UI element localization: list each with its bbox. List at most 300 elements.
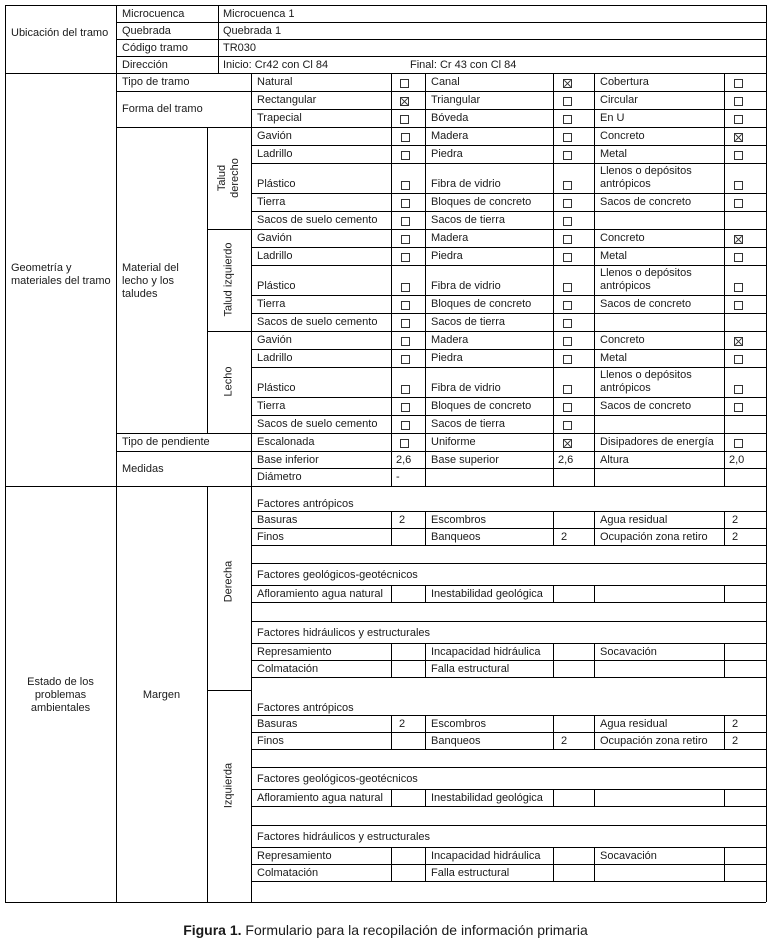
material-option-checkbox[interactable] — [734, 355, 743, 364]
tipo-tramo-option-label: Cobertura — [600, 76, 649, 88]
rule-h — [251, 247, 766, 248]
rule-v — [553, 585, 554, 602]
factor-label: Colmatación — [257, 867, 319, 879]
material-option-checkbox[interactable] — [734, 151, 743, 160]
rule-h — [207, 229, 766, 230]
factor-label: Banqueos — [431, 531, 481, 543]
material-option-label: Sacos de tierra — [431, 214, 505, 226]
material-option-label: Bloques de concreto — [431, 196, 532, 208]
material-option-label: Sacos de suelo cemento — [257, 214, 378, 226]
rule-v — [594, 660, 595, 677]
material-option-checkbox[interactable] — [401, 301, 410, 310]
rule-v — [594, 715, 595, 732]
factor-group-title: Factores hidráulicos y estructurales — [257, 831, 431, 843]
medida-value: - — [396, 471, 400, 483]
rule-v — [425, 528, 426, 545]
material-option-label: Bloques de concreto — [431, 400, 532, 412]
medida-value: 2,6 — [558, 454, 574, 466]
rule-v — [724, 73, 725, 486]
material-option-checkbox[interactable] — [401, 217, 410, 226]
factor-group-title: Factores hidráulicos y estructurales — [257, 627, 431, 639]
rule-v — [724, 732, 725, 749]
forma-tramo-option-label: En U — [600, 112, 625, 124]
field-value-final: Final: Cr 43 con Cl 84 — [410, 59, 517, 71]
tipo-tramo-label: Tipo de tramo — [122, 76, 190, 88]
material-option-label: Sacos de concreto — [600, 196, 692, 208]
factor-label: Socavación — [600, 850, 657, 862]
medida-label: Base inferior — [257, 454, 319, 466]
rule-h — [5, 73, 766, 74]
rule-v — [391, 660, 392, 677]
material-option-checkbox[interactable] — [734, 301, 743, 310]
rule-v — [251, 486, 252, 902]
material-option-label: Fibra de vidrio — [431, 280, 501, 292]
material-option-checkbox[interactable] — [563, 385, 572, 394]
rule-v — [766, 5, 767, 902]
rule-h — [116, 22, 766, 23]
material-option-checkbox[interactable] — [401, 403, 410, 412]
forma-tramo-option-checkbox[interactable] — [563, 97, 572, 106]
rule-v — [594, 511, 595, 528]
material-option-checkbox[interactable] — [734, 403, 743, 412]
material-option-checkbox[interactable] — [401, 151, 410, 160]
rule-h — [116, 451, 766, 452]
rule-v — [425, 847, 426, 864]
material-option-checkbox[interactable] — [563, 235, 572, 244]
section-label-estado: Estado de los problemas ambientales — [27, 676, 94, 714]
rule-h — [251, 163, 766, 164]
field-label: Microcuenca — [122, 8, 185, 20]
rule-h — [116, 56, 766, 57]
factor-label: Basuras — [257, 718, 298, 730]
group-label-lecho — [223, 332, 236, 432]
rule-v — [724, 715, 725, 732]
rule-h — [251, 367, 766, 368]
forma-tramo-option-label: Rectangular — [257, 94, 317, 106]
factor-group-title: Factores antrópicos — [257, 498, 354, 510]
forma-tramo-option-label: Trapecial — [257, 112, 302, 124]
rule-v — [594, 847, 595, 864]
field-label: Quebrada — [122, 25, 171, 37]
material-option-checkbox[interactable] — [401, 319, 410, 328]
material-option-label: Metal — [600, 352, 627, 364]
material-option-label: Piedra — [431, 148, 463, 160]
factor-value: 2 — [732, 735, 739, 747]
factor-label: Represamiento — [257, 646, 332, 658]
material-option-label: Metal — [600, 148, 627, 160]
rule-h — [251, 732, 766, 733]
rule-h — [251, 621, 766, 622]
rule-h — [251, 677, 766, 678]
material-option-label: Tierra — [257, 196, 286, 208]
material-option-label: Madera — [431, 130, 469, 142]
medida-label: Altura — [600, 454, 629, 466]
rule-v — [425, 715, 426, 732]
rule-v — [724, 660, 725, 677]
factor-label: Finos — [257, 735, 284, 747]
rule-v — [594, 789, 595, 806]
rule-v — [553, 73, 554, 486]
rule-v — [553, 732, 554, 749]
rule-v — [116, 5, 117, 902]
rule-h — [251, 109, 766, 110]
material-option-checkbox[interactable] — [563, 337, 572, 346]
material-option-checkbox[interactable] — [563, 199, 572, 208]
rule-v — [207, 486, 208, 902]
factor-label: Colmatación — [257, 663, 319, 675]
rule-v — [553, 528, 554, 545]
pendiente-option-label: Escalonada — [257, 436, 315, 448]
side-label-izquierda — [223, 726, 236, 846]
material-option-checkbox[interactable] — [401, 337, 410, 346]
pendiente-option-checkbox[interactable] — [400, 439, 409, 448]
factor-group-title: Factores antrópicos — [257, 702, 354, 714]
rule-v — [594, 864, 595, 881]
material-option-label: Llenos o depósitos antrópicos — [600, 267, 692, 292]
rule-v — [553, 511, 554, 528]
field-label: Código tramo — [122, 42, 189, 54]
factor-label: Agua residual — [600, 514, 668, 526]
forma-tramo-option-checkbox[interactable] — [563, 115, 572, 124]
tipo-tramo-option-checkbox[interactable] — [563, 79, 572, 88]
rule-h — [251, 749, 766, 750]
section-label-geometria: Geometría y materiales del tramo — [11, 262, 111, 287]
material-option-label: Bloques de concreto — [431, 298, 532, 310]
rule-v — [724, 511, 725, 528]
medida-label: Diámetro — [257, 471, 302, 483]
rule-v — [207, 127, 208, 433]
rule-v — [553, 660, 554, 677]
material-option-label: Concreto — [600, 130, 645, 142]
rule-h — [251, 864, 766, 865]
factor-label: Incapacidad hidráulica — [431, 850, 541, 862]
factor-group-title: Factores geológicos-geotécnicos — [257, 569, 418, 581]
rule-h — [251, 602, 766, 603]
rule-v — [5, 5, 6, 902]
caption-prefix: Figura 1. — [183, 922, 242, 938]
group-label-talud-derecho-line2: derecho — [229, 158, 241, 198]
group-label-talud-derecho — [216, 128, 242, 228]
rule-h — [251, 643, 766, 644]
rule-h — [251, 211, 766, 212]
group-label-talud-izquierdo-line1: Talud izquierdo — [222, 242, 235, 317]
rule-v — [391, 715, 392, 732]
rule-v — [391, 864, 392, 881]
rule-h — [251, 145, 766, 146]
material-option-checkbox[interactable] — [563, 253, 572, 262]
material-option-checkbox[interactable] — [563, 421, 572, 430]
material-option-checkbox[interactable] — [401, 355, 410, 364]
section-label-ubicacion: Ubicación del tramo — [11, 27, 109, 39]
forma-tramo-option-checkbox[interactable] — [400, 97, 409, 106]
tipo-tramo-option-checkbox[interactable] — [400, 79, 409, 88]
factor-label: Represamiento — [257, 850, 332, 862]
group-label-talud-derecho-line1: Talud — [216, 164, 228, 192]
rule-h — [5, 5, 766, 6]
material-option-checkbox[interactable] — [401, 283, 410, 292]
group-label-lecho-line1: Lecho — [222, 366, 235, 397]
material-option-label: Gavión — [257, 130, 292, 142]
rule-v — [391, 511, 392, 528]
rule-v — [391, 585, 392, 602]
factor-value: 2 — [399, 718, 406, 730]
rule-v — [594, 585, 595, 602]
group-label-talud-izquierdo — [223, 230, 236, 330]
medidas-label: Medidas — [122, 463, 164, 475]
material-option-label: Concreto — [600, 334, 645, 346]
rule-v — [724, 789, 725, 806]
material-option-checkbox[interactable] — [563, 151, 572, 160]
factor-label: Inestabilidad geológica — [431, 588, 543, 600]
material-option-checkbox[interactable] — [563, 403, 572, 412]
material-option-checkbox[interactable] — [563, 319, 572, 328]
rule-h — [251, 825, 766, 826]
material-option-label: Piedra — [431, 352, 463, 364]
margen-label: Margen — [142, 689, 181, 701]
material-option-label: Tierra — [257, 298, 286, 310]
rule-h — [251, 563, 766, 564]
medida-value: 2,6 — [396, 454, 412, 466]
field-value: Quebrada 1 — [223, 25, 282, 37]
material-option-checkbox[interactable] — [401, 253, 410, 262]
factor-value: 2 — [732, 531, 739, 543]
rule-v — [553, 789, 554, 806]
rule-h — [251, 295, 766, 296]
material-option-checkbox[interactable] — [734, 337, 743, 346]
material-option-label: Sacos de concreto — [600, 400, 692, 412]
pendiente-option-label: Uniforme — [431, 436, 476, 448]
material-option-label: Ladrillo — [257, 352, 293, 364]
material-option-checkbox[interactable] — [734, 283, 743, 292]
tipo-tramo-option-label: Canal — [431, 76, 460, 88]
forma-tramo-label: Forma del tramo — [122, 103, 203, 115]
material-option-label: Madera — [431, 334, 469, 346]
material-option-checkbox[interactable] — [563, 301, 572, 310]
rule-v — [724, 528, 725, 545]
rule-v — [724, 643, 725, 660]
factor-label: Basuras — [257, 514, 298, 526]
side-label-derecha-line1: Derecha — [222, 560, 235, 603]
pendiente-option-checkbox[interactable] — [563, 439, 572, 448]
material-option-label: Tierra — [257, 400, 286, 412]
rule-h — [251, 511, 766, 512]
rule-v — [391, 528, 392, 545]
factor-label: Incapacidad hidráulica — [431, 646, 541, 658]
material-option-checkbox[interactable] — [563, 355, 572, 364]
rule-h — [116, 91, 766, 92]
material-option-checkbox[interactable] — [563, 181, 572, 190]
factor-label: Afloramiento agua natural — [257, 588, 383, 600]
material-option-checkbox[interactable] — [563, 217, 572, 226]
material-option-label: Sacos de suelo cemento — [257, 316, 378, 328]
rule-h — [5, 902, 766, 903]
side-label-izquierda-line1: Izquierda — [222, 762, 235, 809]
material-option-label: Ladrillo — [257, 148, 293, 160]
rule-v — [391, 73, 392, 486]
forma-tramo-option-checkbox[interactable] — [734, 115, 743, 124]
rule-h — [251, 415, 766, 416]
rule-h — [116, 433, 251, 434]
material-option-label: Piedra — [431, 250, 463, 262]
material-option-label: Plástico — [257, 280, 296, 292]
material-option-checkbox[interactable] — [401, 385, 410, 394]
rule-h — [251, 789, 766, 790]
factor-label: Ocupación zona retiro — [600, 531, 708, 543]
material-option-checkbox[interactable] — [734, 181, 743, 190]
factor-value: 2 — [732, 514, 739, 526]
forma-tramo-option-checkbox[interactable] — [400, 115, 409, 124]
factor-label: Ocupación zona retiro — [600, 735, 708, 747]
rule-v — [425, 789, 426, 806]
factor-label: Socavación — [600, 646, 657, 658]
material-option-checkbox[interactable] — [563, 133, 572, 142]
field-value: TR030 — [223, 42, 257, 54]
rule-h — [251, 349, 766, 350]
forma-tramo-option-label: Circular — [600, 94, 638, 106]
material-option-label: Fibra de vidrio — [431, 382, 501, 394]
rule-v — [218, 5, 219, 73]
rule-v — [391, 643, 392, 660]
rule-v — [425, 864, 426, 881]
factor-label: Escombros — [431, 718, 487, 730]
material-option-label: Gavión — [257, 232, 292, 244]
rule-v — [425, 732, 426, 749]
factor-value: 2 — [561, 531, 568, 543]
material-option-label: Fibra de vidrio — [431, 178, 501, 190]
rule-v — [594, 643, 595, 660]
rule-v — [425, 585, 426, 602]
rule-h — [251, 806, 766, 807]
rule-v — [594, 732, 595, 749]
rule-v — [553, 715, 554, 732]
material-label: Material del lecho y los taludes — [122, 262, 179, 300]
medida-label: Base superior — [431, 454, 499, 466]
rule-v — [553, 864, 554, 881]
forma-tramo-option-label: Triangular — [431, 94, 481, 106]
rule-v — [724, 847, 725, 864]
rule-v — [553, 643, 554, 660]
rule-v — [724, 864, 725, 881]
factor-group-title: Factores geológicos-geotécnicos — [257, 773, 418, 785]
factor-value: 2 — [399, 514, 406, 526]
rule-h — [251, 585, 766, 586]
factor-label: Agua residual — [600, 718, 668, 730]
factor-label: Finos — [257, 531, 284, 543]
field-value: Inicio: Cr42 con Cl 84 — [223, 59, 329, 71]
rule-h — [207, 331, 766, 332]
factor-value: 2 — [732, 718, 739, 730]
rule-h — [251, 313, 766, 314]
material-option-label: Llenos o depósitos antrópicos — [600, 369, 692, 394]
forma-tramo-option-label: Bóveda — [431, 112, 469, 124]
material-option-label: Sacos de suelo cemento — [257, 418, 378, 430]
rule-v — [724, 585, 725, 602]
pendiente-option-checkbox[interactable] — [734, 439, 743, 448]
material-option-checkbox[interactable] — [401, 235, 410, 244]
rule-h — [251, 767, 766, 768]
factor-label: Falla estructural — [431, 867, 510, 879]
side-label-derecha — [223, 522, 236, 642]
material-option-checkbox[interactable] — [734, 385, 743, 394]
rule-v — [425, 73, 426, 486]
material-option-checkbox[interactable] — [734, 253, 743, 262]
material-option-label: Sacos de tierra — [431, 418, 505, 430]
factor-label: Afloramiento agua natural — [257, 792, 383, 804]
rule-v — [425, 643, 426, 660]
rule-v — [425, 660, 426, 677]
material-option-label: Sacos de concreto — [600, 298, 692, 310]
material-option-checkbox[interactable] — [401, 199, 410, 208]
rule-h — [251, 528, 766, 529]
factor-label: Escombros — [431, 514, 487, 526]
material-option-checkbox[interactable] — [734, 235, 743, 244]
tipo-tramo-option-label: Natural — [257, 76, 293, 88]
material-option-label: Plástico — [257, 382, 296, 394]
material-option-label: Sacos de tierra — [431, 316, 505, 328]
material-option-label: Concreto — [600, 232, 645, 244]
rule-v — [594, 73, 595, 486]
rule-v — [425, 511, 426, 528]
tipo-tramo-option-checkbox[interactable] — [734, 79, 743, 88]
rule-h — [5, 486, 766, 487]
rule-h — [207, 690, 251, 691]
rule-v — [391, 789, 392, 806]
rule-h — [251, 715, 766, 716]
factor-label: Banqueos — [431, 735, 481, 747]
pendiente-option-label: Disipadores de energía — [600, 436, 714, 448]
material-option-label: Llenos o depósitos antrópicos — [600, 165, 692, 190]
factor-value: 2 — [561, 735, 568, 747]
factor-label: Inestabilidad geológica — [431, 792, 543, 804]
field-label: Dirección — [122, 59, 168, 71]
forma-tramo-option-checkbox[interactable] — [734, 97, 743, 106]
material-option-checkbox[interactable] — [734, 133, 743, 142]
rule-v — [553, 847, 554, 864]
medida-value: 2,0 — [729, 454, 745, 466]
rule-h — [251, 193, 766, 194]
material-option-checkbox[interactable] — [401, 181, 410, 190]
pendiente-label: Tipo de pendiente — [122, 436, 210, 448]
rule-h — [251, 265, 766, 266]
rule-v — [391, 732, 392, 749]
rule-h — [251, 847, 766, 848]
material-option-checkbox[interactable] — [563, 283, 572, 292]
material-option-label: Ladrillo — [257, 250, 293, 262]
rule-h — [207, 127, 766, 128]
caption-text: Formulario para la recopilación de información primaria — [241, 922, 588, 938]
factor-label: Falla estructural — [431, 663, 510, 675]
field-value: Microcuenca 1 — [223, 8, 295, 20]
rule-h — [251, 660, 766, 661]
material-option-checkbox[interactable] — [401, 421, 410, 430]
rule-h — [251, 397, 766, 398]
material-option-checkbox[interactable] — [401, 133, 410, 142]
material-option-label: Metal — [600, 250, 627, 262]
material-option-label: Gavión — [257, 334, 292, 346]
material-option-label: Plástico — [257, 178, 296, 190]
rule-v — [251, 73, 252, 486]
rule-v — [391, 847, 392, 864]
rule-h — [251, 468, 766, 469]
material-option-label: Madera — [431, 232, 469, 244]
rule-h — [251, 545, 766, 546]
figure-caption — [0, 922, 771, 938]
rule-h — [251, 881, 766, 882]
rule-h — [116, 39, 766, 40]
rule-v — [594, 528, 595, 545]
rule-h — [251, 433, 766, 434]
material-option-checkbox[interactable] — [734, 199, 743, 208]
